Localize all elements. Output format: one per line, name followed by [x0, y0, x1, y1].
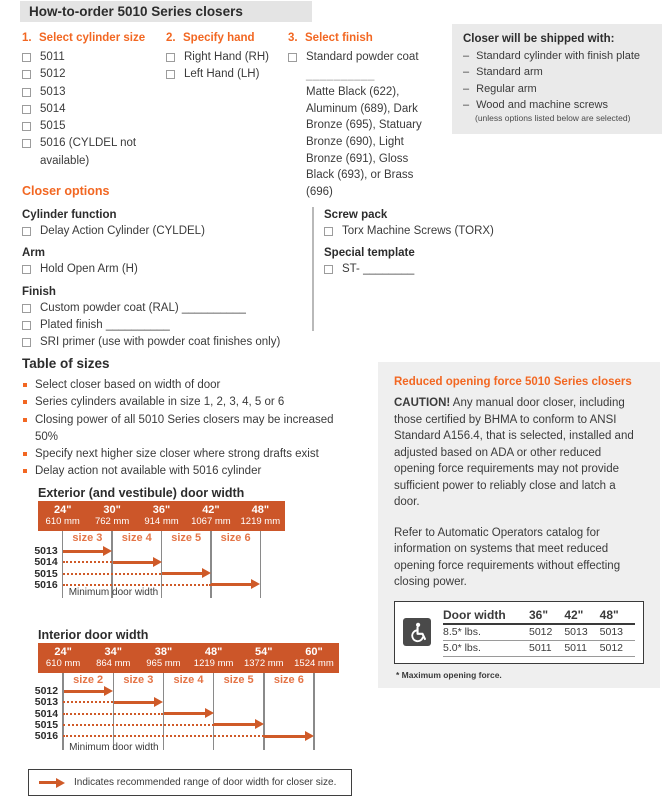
width-inches-label: 42" — [202, 504, 220, 516]
checkbox-icon[interactable] — [22, 338, 31, 347]
table-of-sizes-title: Table of sizes — [22, 356, 110, 371]
checkbox-item — [324, 261, 624, 278]
list-item-label: Torx Machine Screws (TORX) — [342, 225, 494, 237]
order-step-hand — [166, 31, 286, 84]
interior-door-width-chart — [22, 628, 382, 756]
dotted-range-line — [63, 713, 163, 715]
list-item-label: Wood and machine screws — [476, 98, 608, 111]
force-table — [443, 607, 635, 657]
arrow-line — [214, 723, 256, 726]
table-row — [443, 625, 635, 641]
size-label: size 4 — [121, 532, 152, 544]
checkbox-item — [22, 84, 164, 101]
list-item — [22, 377, 338, 394]
list-item-label: Standard powder coat — [306, 51, 419, 63]
list-item — [463, 64, 653, 80]
checkbox-icon[interactable] — [22, 105, 31, 114]
shipped-with-title: Closer will be shipped with: — [463, 33, 615, 45]
list-item — [22, 446, 338, 463]
closer-row-label: 5016 — [34, 730, 59, 743]
dotted-range-line — [63, 584, 211, 586]
step-number: 2. — [166, 32, 176, 44]
width-column — [137, 501, 186, 531]
closer-row-label: 5016 — [34, 578, 58, 591]
width-column — [289, 643, 339, 673]
checkbox-item — [22, 118, 164, 135]
size-label: size 5 — [171, 532, 202, 544]
step-number: 3. — [288, 32, 298, 44]
legend-text: Indicates recommended range of door width for closer size. — [74, 777, 337, 788]
width-column — [87, 501, 136, 531]
list-item — [22, 463, 338, 480]
checkbox-item — [22, 101, 164, 118]
square-bullet — [23, 400, 27, 404]
page-title: How-to-order 5010 Series closers — [20, 1, 312, 22]
arrow-head-icon — [103, 546, 112, 556]
square-bullet — [23, 469, 27, 473]
group-heading: Cylinder function — [22, 209, 117, 221]
list-item-label: ST- ________ — [342, 263, 415, 276]
checkbox-icon[interactable] — [22, 70, 31, 79]
refer-paragraph: Refer to Automatic Operators catalog for information on systems that meet reduced opening force requirements without effecting closing power. — [394, 526, 621, 588]
step-heading — [166, 31, 286, 45]
list-item-label: Select closer based on width of door — [35, 379, 221, 391]
list-item-label: 5012 — [40, 68, 66, 81]
closer-options-right-column — [324, 202, 624, 279]
square-bullet — [23, 452, 27, 456]
arrow-head-icon — [153, 557, 162, 567]
dotted-range-line — [63, 573, 162, 575]
closer-row-label: 5012 — [34, 685, 59, 697]
table-of-sizes-bullets — [22, 377, 338, 481]
dash-bullet: – — [463, 66, 470, 79]
width-column — [186, 501, 235, 531]
cell-value: 5013 — [564, 626, 588, 638]
closer-options-left-column — [22, 202, 312, 351]
arrow-head-icon — [255, 719, 264, 729]
step-number: 1. — [22, 32, 32, 44]
column-header: 36" — [529, 607, 549, 622]
checkbox-item — [22, 49, 164, 66]
dotted-range-line — [63, 735, 264, 737]
hand-list — [166, 49, 286, 84]
width-mm-label: 965 mm — [146, 658, 181, 669]
closer-row-label: 5015 — [34, 718, 59, 731]
group-heading: Screw pack — [324, 209, 388, 221]
size-label: size 6 — [273, 674, 304, 686]
width-inches-label: 30" — [103, 504, 121, 516]
order-step-cylinder-size — [22, 31, 164, 170]
width-mm-label: 1372 mm — [243, 658, 284, 669]
caution-paragraph — [394, 395, 644, 511]
axis-note: Minimum door width — [68, 587, 159, 598]
step-title: Select finish — [305, 32, 373, 44]
list-item-label: 5014 — [40, 102, 66, 115]
column-header: 48" — [599, 607, 619, 622]
list-item-label: Right Hand (RH) — [184, 51, 269, 63]
exterior-door-width-chart — [22, 486, 322, 604]
checkbox-icon[interactable] — [324, 227, 333, 236]
cell-value: 5012 — [529, 626, 553, 638]
chart-title: Interior door width — [38, 628, 149, 642]
fill-in-blank[interactable]: __________ — [306, 69, 375, 82]
arrow-line — [164, 712, 206, 715]
arrow-line — [211, 583, 252, 586]
width-inches-label: 34" — [104, 646, 122, 658]
list-item-label: Regular arm — [476, 82, 537, 95]
column-header: 42" — [564, 607, 584, 622]
width-column — [38, 643, 88, 673]
width-mm-label: 1219 mm — [193, 658, 234, 669]
list-item-label: 5015 — [40, 120, 66, 133]
checkbox-item — [22, 135, 164, 170]
shipped-with-note: (unless options listed below are selected) — [475, 113, 631, 124]
checkbox-icon[interactable] — [22, 321, 31, 330]
checkbox-icon[interactable] — [22, 265, 31, 274]
force-table-header — [443, 607, 635, 625]
cell-value: 5011 — [564, 642, 587, 654]
checkbox-icon[interactable] — [22, 88, 31, 97]
width-column — [88, 643, 138, 673]
closer-options-title: Closer options — [22, 184, 110, 198]
width-header-bar — [38, 501, 285, 531]
list-item-label: Plated finish __________ — [40, 318, 170, 331]
arrow-head-icon — [154, 697, 163, 707]
size-label: size 4 — [173, 674, 204, 686]
cell-value: 5013 — [599, 626, 624, 638]
checkbox-item — [22, 66, 164, 83]
arrow-head-icon — [205, 708, 214, 718]
list-item-label: 5011 — [40, 51, 65, 63]
list-item-label: Series cylinders available in size 1, 2, 3, 4, 5 or 6 — [35, 396, 285, 409]
dash-bullet: – — [463, 50, 470, 62]
row-label: 5.0* lbs. — [443, 642, 481, 654]
checkbox-item — [166, 66, 286, 83]
width-inches-label: 54" — [255, 646, 273, 658]
closer-row-label: 5013 — [34, 696, 59, 709]
checkbox-icon[interactable] — [288, 53, 297, 62]
width-mm-label: 1067 mm — [191, 516, 231, 527]
special-template-list — [324, 261, 624, 278]
width-mm-label: 1219 mm — [240, 516, 281, 527]
shipped-with-box — [452, 24, 662, 134]
width-mm-label: 762 mm — [94, 516, 130, 527]
width-inches-label: 48" — [204, 646, 223, 658]
caution-text: Any manual door closer, including those certified by BHMA to conform to ANSI Standard A156.4, that is selected, installed and adjusted based on ADA or other reduced opening force requirements may not provide sufficient power to reliably close and latch a door. — [394, 397, 634, 508]
checkbox-icon[interactable] — [22, 227, 31, 236]
width-inches-label: 48" — [251, 504, 270, 516]
width-mm-label: 610 mm — [45, 516, 80, 527]
group-heading: Special template — [324, 247, 415, 260]
table-of-sizes-section — [22, 356, 338, 481]
width-inches-label: 24" — [54, 646, 72, 658]
arrow-head-icon — [251, 579, 260, 589]
width-mm-label: 610 mm — [45, 658, 81, 669]
arrow-head-icon — [104, 686, 113, 696]
cell-value: 5011 — [529, 642, 552, 654]
group-heading: Arm — [22, 247, 46, 260]
axis-note: Minimum door width — [69, 742, 159, 753]
arrow-line — [64, 690, 106, 693]
list-item-label: Closing power of all 5010 Series closers may be increased 50% — [35, 413, 334, 443]
checkbox-icon[interactable] — [324, 265, 333, 274]
width-mm-label: 864 mm — [96, 658, 131, 669]
group-heading: Finish — [22, 285, 56, 298]
width-inches-label: 36" — [152, 504, 171, 516]
list-item — [22, 394, 338, 411]
list-item-label: Hold Open Arm (H) — [40, 263, 138, 276]
dotted-range-line — [63, 561, 112, 563]
width-inches-label: 24" — [53, 504, 72, 516]
list-item — [463, 97, 653, 113]
closer-row-label: 5014 — [34, 556, 58, 569]
caution-label: CAUTION! — [394, 397, 451, 409]
cell-value: 5012 — [599, 642, 624, 654]
size-label: size 2 — [73, 674, 104, 686]
width-inches-label: 60" — [305, 646, 323, 658]
row-label: 8.5* lbs. — [443, 626, 481, 638]
size-label: size 6 — [220, 532, 251, 544]
size-label: size 3 — [72, 532, 103, 544]
checkbox-item — [22, 223, 312, 240]
list-item-label: Delay action not available with 5016 cylinder — [35, 465, 262, 478]
wheelchair-icon — [403, 618, 431, 646]
step-title: Specify hand — [183, 32, 255, 44]
finish-list — [288, 49, 446, 66]
step-title: Select cylinder size — [39, 32, 146, 44]
shipped-with-list — [463, 48, 653, 113]
checkbox-item — [22, 317, 312, 334]
arm-list — [22, 261, 312, 278]
checkbox-item — [324, 223, 624, 240]
closer-row-label: 5013 — [34, 545, 58, 557]
size-label: size 3 — [123, 674, 154, 686]
checkbox-item — [22, 261, 312, 278]
cylinder-function-list — [22, 223, 312, 240]
checkbox-item — [166, 49, 286, 66]
list-item-label: Custom powder coat (RAL) __________ — [40, 301, 246, 314]
checkbox-icon[interactable] — [166, 53, 175, 62]
checkbox-item — [22, 300, 312, 317]
dash-bullet: – — [463, 82, 470, 95]
list-item-label: Left Hand (LH) — [184, 68, 260, 81]
list-item-label: 5016 (CYLDEL not available) — [40, 137, 137, 167]
width-mm-label: 1524 mm — [294, 658, 334, 669]
cylinder-size-list — [22, 49, 164, 170]
arrow-line — [63, 550, 104, 553]
square-bullet — [23, 383, 27, 387]
closer-row-label: 5014 — [34, 707, 59, 720]
arrow-line — [162, 572, 203, 575]
arrow-head-icon — [305, 731, 314, 741]
width-column — [38, 501, 87, 531]
table-row — [443, 641, 635, 657]
arrow-head-icon — [202, 568, 211, 578]
width-column — [239, 643, 289, 673]
reduced-opening-force-panel — [378, 362, 660, 688]
closer-row-label: 5015 — [34, 567, 58, 580]
arrow-line — [264, 735, 306, 738]
list-item — [463, 48, 653, 64]
checkbox-icon[interactable] — [166, 70, 175, 79]
screw-pack-list — [324, 223, 624, 240]
dotted-range-line — [63, 724, 214, 726]
column-header: Door width — [443, 607, 506, 622]
arrow-line — [114, 701, 156, 704]
square-bullet — [23, 418, 27, 422]
list-item-label: Specify next higher size closer where strong drafts exist — [35, 448, 319, 461]
list-item — [22, 412, 338, 447]
width-column — [236, 501, 285, 531]
list-item-label: 5013 — [40, 85, 66, 98]
width-inches-label: 38" — [154, 646, 173, 658]
dash-bullet: – — [463, 98, 470, 111]
width-header-bar — [38, 643, 339, 673]
arrow-line — [113, 561, 154, 564]
panel-heading: Reduced opening force 5010 Series closers — [394, 376, 632, 388]
checkbox-icon[interactable] — [22, 53, 31, 62]
step-heading — [22, 31, 164, 45]
checkbox-item — [288, 49, 446, 66]
finish-options-note: Matte Black (622), Aluminum (689), Dark Bronze (695), Statuary Bronze (690), Light Bronze (691), Gloss Black (693), or Brass (696) — [306, 86, 422, 198]
list-item-label: Standard cylinder with finish plate — [476, 50, 640, 62]
arrow-icon — [39, 778, 65, 788]
step-heading — [288, 31, 446, 45]
list-item-label: Delay Action Cylinder (CYLDEL) — [40, 225, 205, 237]
chart-title: Exterior (and vestibule) door width — [38, 486, 245, 500]
column-divider — [312, 207, 314, 331]
width-mm-label: 914 mm — [144, 516, 179, 527]
checkbox-icon[interactable] — [22, 139, 31, 148]
checkbox-icon[interactable] — [22, 122, 31, 131]
arrow-legend — [28, 769, 352, 796]
order-step-finish — [288, 31, 446, 200]
dotted-range-line — [63, 701, 113, 703]
checkbox-item — [22, 334, 312, 351]
list-item-label: SRI primer (use with powder coat finishes only) — [40, 336, 281, 349]
width-column — [138, 643, 188, 673]
checkbox-icon[interactable] — [22, 304, 31, 313]
list-item-label: Standard arm — [476, 66, 543, 79]
size-label: size 5 — [223, 674, 254, 686]
width-column — [189, 643, 239, 673]
door-width-force-table — [394, 601, 644, 664]
table-footnote: * Maximum opening force. — [396, 669, 502, 680]
list-item — [463, 81, 653, 97]
finish-options-list — [22, 300, 312, 352]
